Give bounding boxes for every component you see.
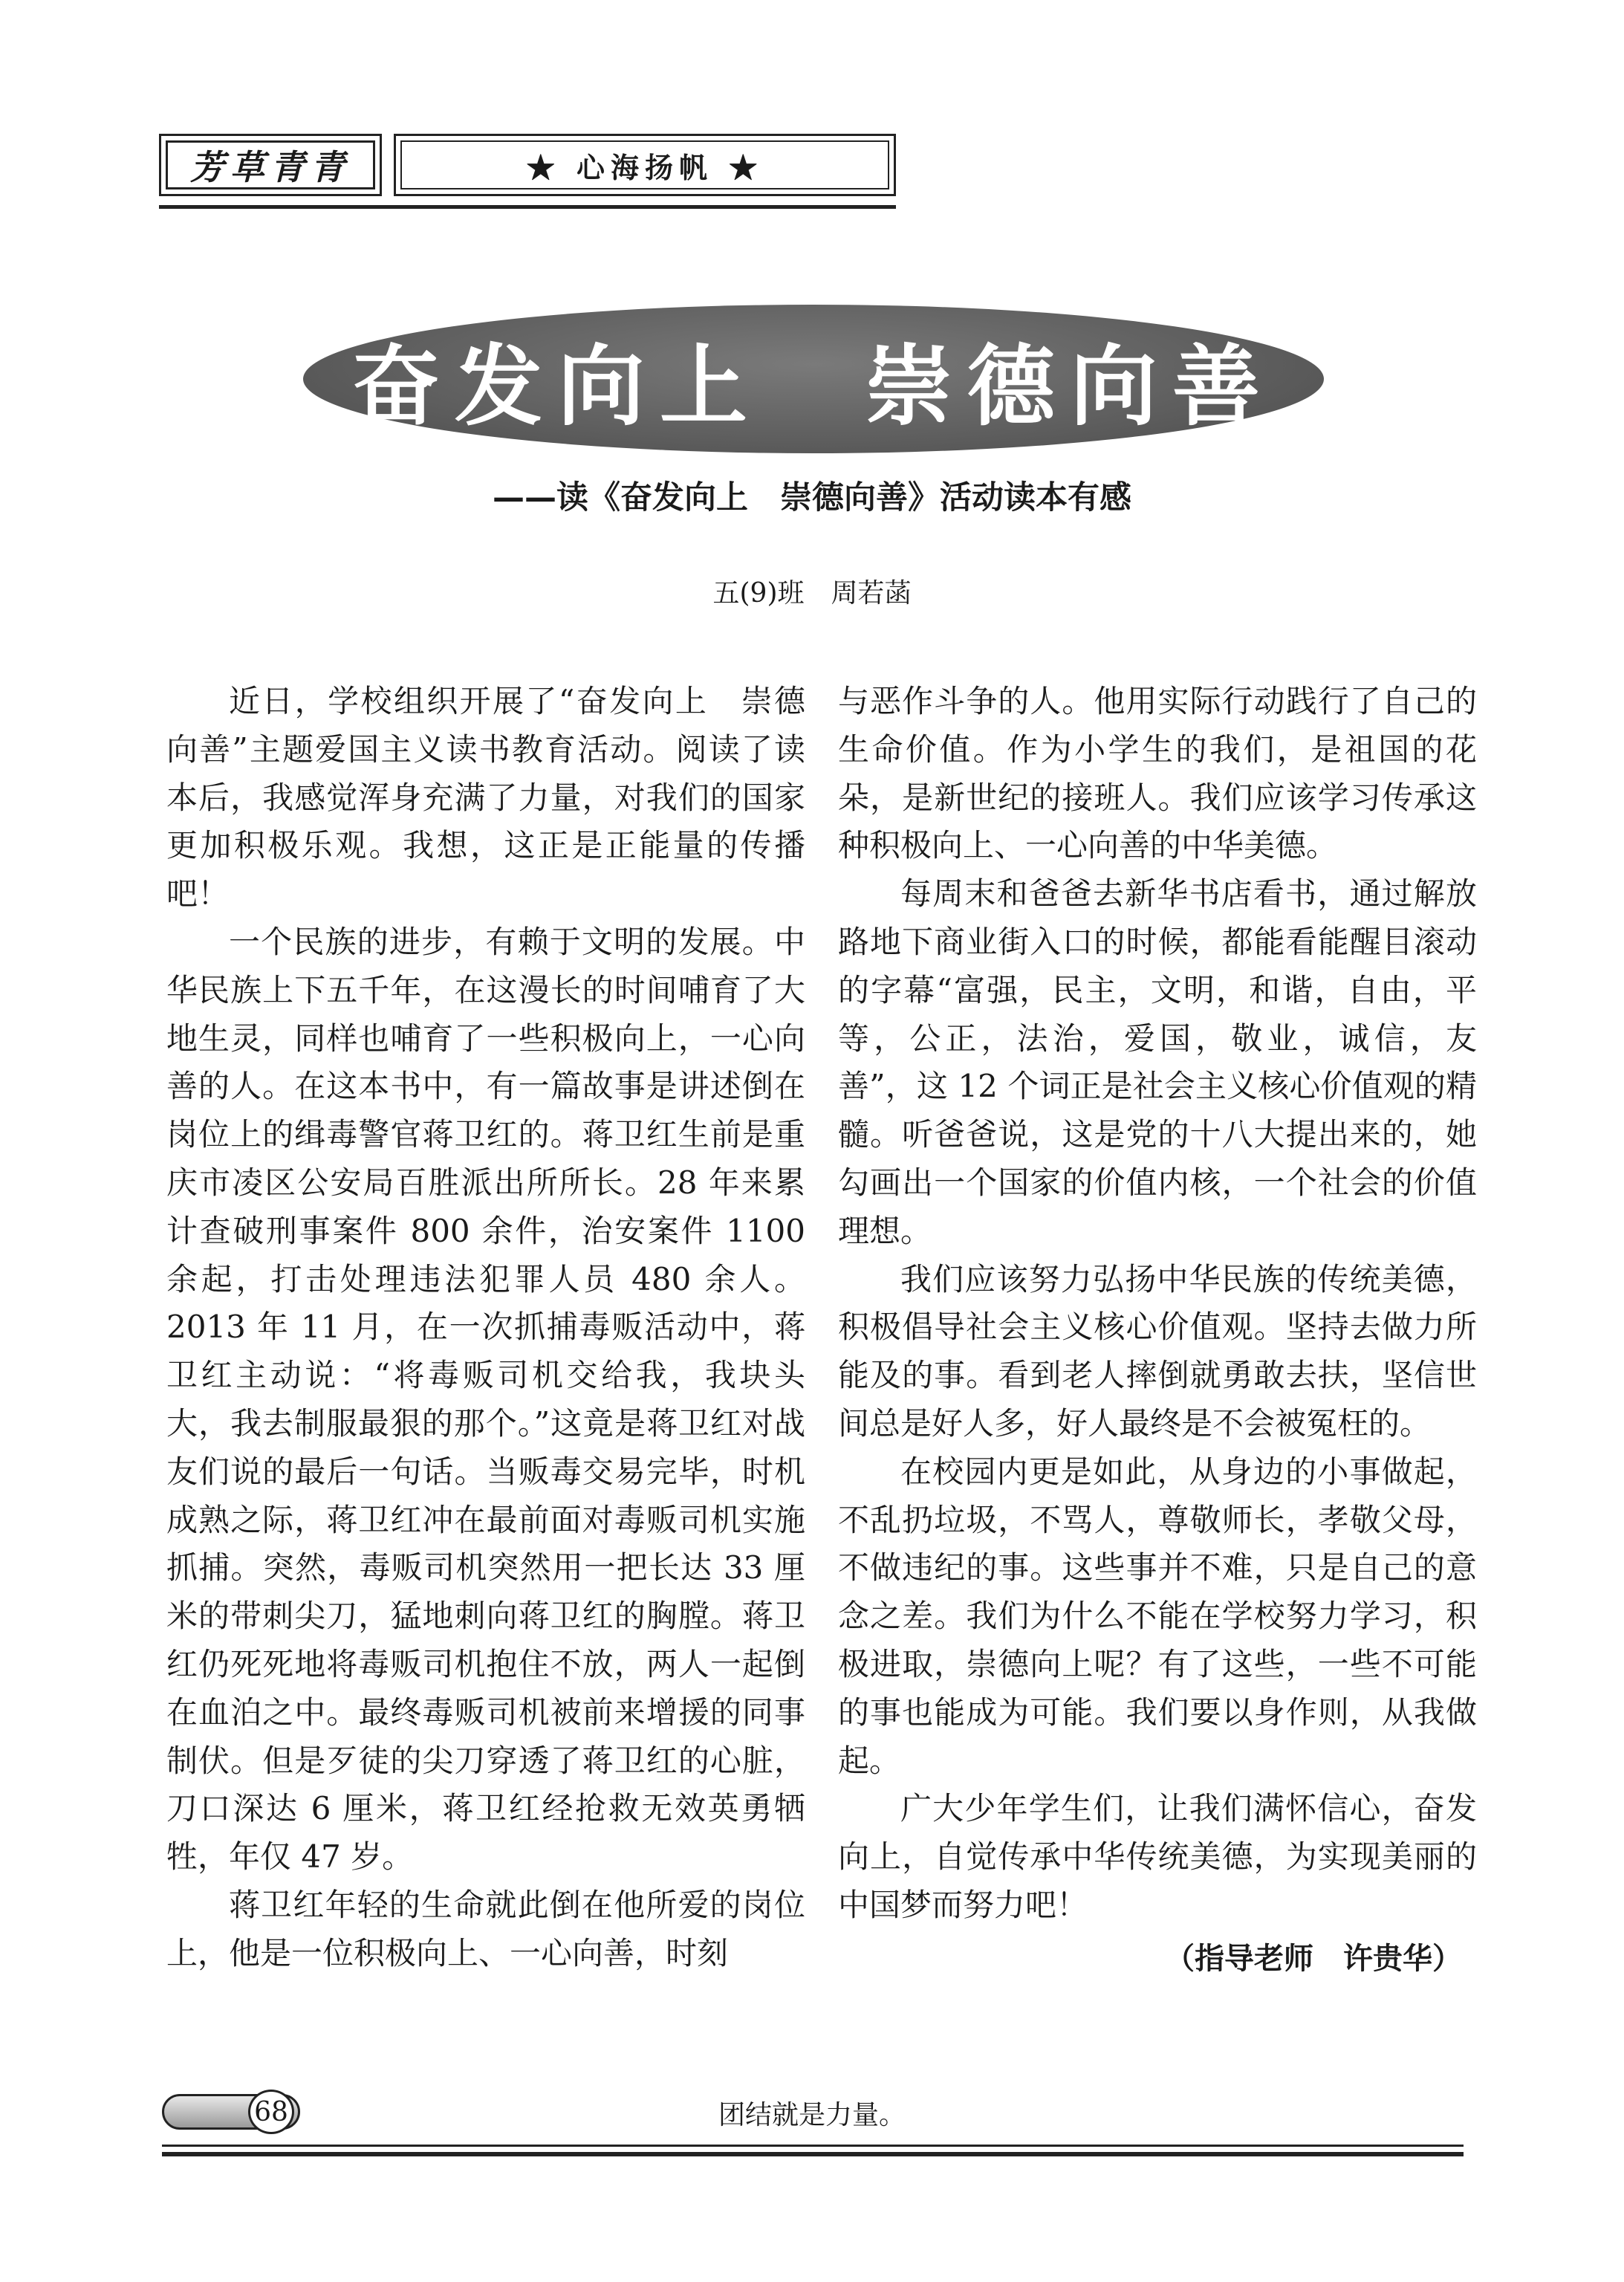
left-column [166, 678, 805, 1978]
title-ellipse [303, 305, 1324, 453]
right-column [838, 678, 1477, 1985]
paragraph: 近日，学校组织开展了“奋发向上 崇德向善”主题爱国主义读书教育活动。阅读了读本后，我感觉浑身充满了力量，对我们的国家更加积极乐观。我想，这正是正能量的传播吧！ [166, 683, 805, 913]
paragraph: 广大少年学生们，让我们满怀信心，奋发向上，自觉传承中华传统美德，为实现美丽的中国梦而努力吧！ [838, 1790, 1477, 1923]
article-author: 五(9)班 周若菡 [712, 578, 912, 609]
paragraph: 蒋卫红年轻的生命就此倒在他所爱的岗位上，他是一位积极向上、一心向善，时刻 [166, 1886, 805, 1971]
section-banner [394, 134, 896, 196]
article-title: 奋发向上 崇德向善 [351, 335, 1275, 438]
paragraph: 每周末和爸爸去新华书店看书，通过解放路地下商业街入口的时候，都能看能醒目滚动的字幕“富强，民主，文明，和谐，自由，平等，公正，法治，爱国，敬业，诚信，友善”，这 12 个词正是社会主义核心价值观的精髓。听爸爸说，这是党的十八大提出来的，她勾画出一个国家的价值内核，一个社会的价值理想。 [838, 875, 1477, 1249]
column-badge [159, 134, 382, 196]
header-divider [159, 205, 896, 209]
section-name: ★ 心海扬帆 ★ [400, 140, 889, 189]
footer-motto: 团结就是力量。 [718, 2100, 906, 2130]
paragraph: 在校园内更是如此，从身边的小事做起，不乱扔垃圾，不骂人，尊敬师长，孝敬父母，不做违纪的事。这些事并不难，只是自己的意念之差。我们为什么不能在学校努力学习，积极进取，崇德向上呢？有了这些，一些不可能的事也能成为可能。我们要以身作则，从我做起。 [838, 1453, 1477, 1779]
paragraph-continuation: 与恶作斗争的人。他用实际行动践行了自己的生命价值。作为小学生的我们，是祖国的花朵，是新世纪的接班人。我们应该学习传承这种积极向上、一心向善的中华美德。 [838, 683, 1477, 864]
footer-rule-thick [162, 2152, 1464, 2156]
column-name: 芳草青青 [166, 140, 375, 189]
footer-rule-thin [162, 2145, 1464, 2147]
paragraph: 一个民族的进步，有赖于文明的发展。中华民族上下五千年，在这漫长的时间哺育了大地生灵，同样也哺育了一些积极向上，一心向善的人。在这本书中，有一篇故事是讲述倒在岗位上的缉毒警官蒋卫红的。蒋卫红生前是重庆市凌区公安局百胜派出所所长。28 年来累计查破刑事案件 800 余件，治安案件 1100 余起，打击处理违法犯罪人员 480 余人。2013 年 11 月，在一次抓捕毒贩活动中，蒋卫红主动说：“将毒贩司机交给我，我块头大，我去制服最狠的那个。”这竟是蒋卫红对战友们说的最后一句话。当贩毒交易完毕，时机成熟之际，蒋卫红冲在最前面对毒贩司机实施抓捕。突然，毒贩司机突然用一把长达 33 厘米的带刺尖刀，猛地刺向蒋卫红的胸膛。蒋卫红仍死死地将毒贩司机抱住不放，两人一起倒在血泊之中。最终毒贩司机被前来增援的同事制伏。但是歹徒的尖刀穿透了蒋卫红的心脏，刀口深达 6 厘米，蒋卫红经抢救无效英勇牺牲，年仅 47 岁。 [166, 923, 805, 1876]
paragraph: 我们应该努力弘扬中华民族的传统美德，积极倡导社会主义核心价值观。坚持去做力所能及的事。看到老人摔倒就勇敢去扶，坚信世间总是好人多，好人最终是不会被冤枉的。 [838, 1260, 1477, 1442]
page-number: 68 [248, 2090, 294, 2134]
advisor-signoff: （指导老师 许贵华） [1165, 1941, 1462, 1976]
article-subtitle: ——读《奋发向上 崇德向善》活动读本有感 [493, 479, 1131, 516]
